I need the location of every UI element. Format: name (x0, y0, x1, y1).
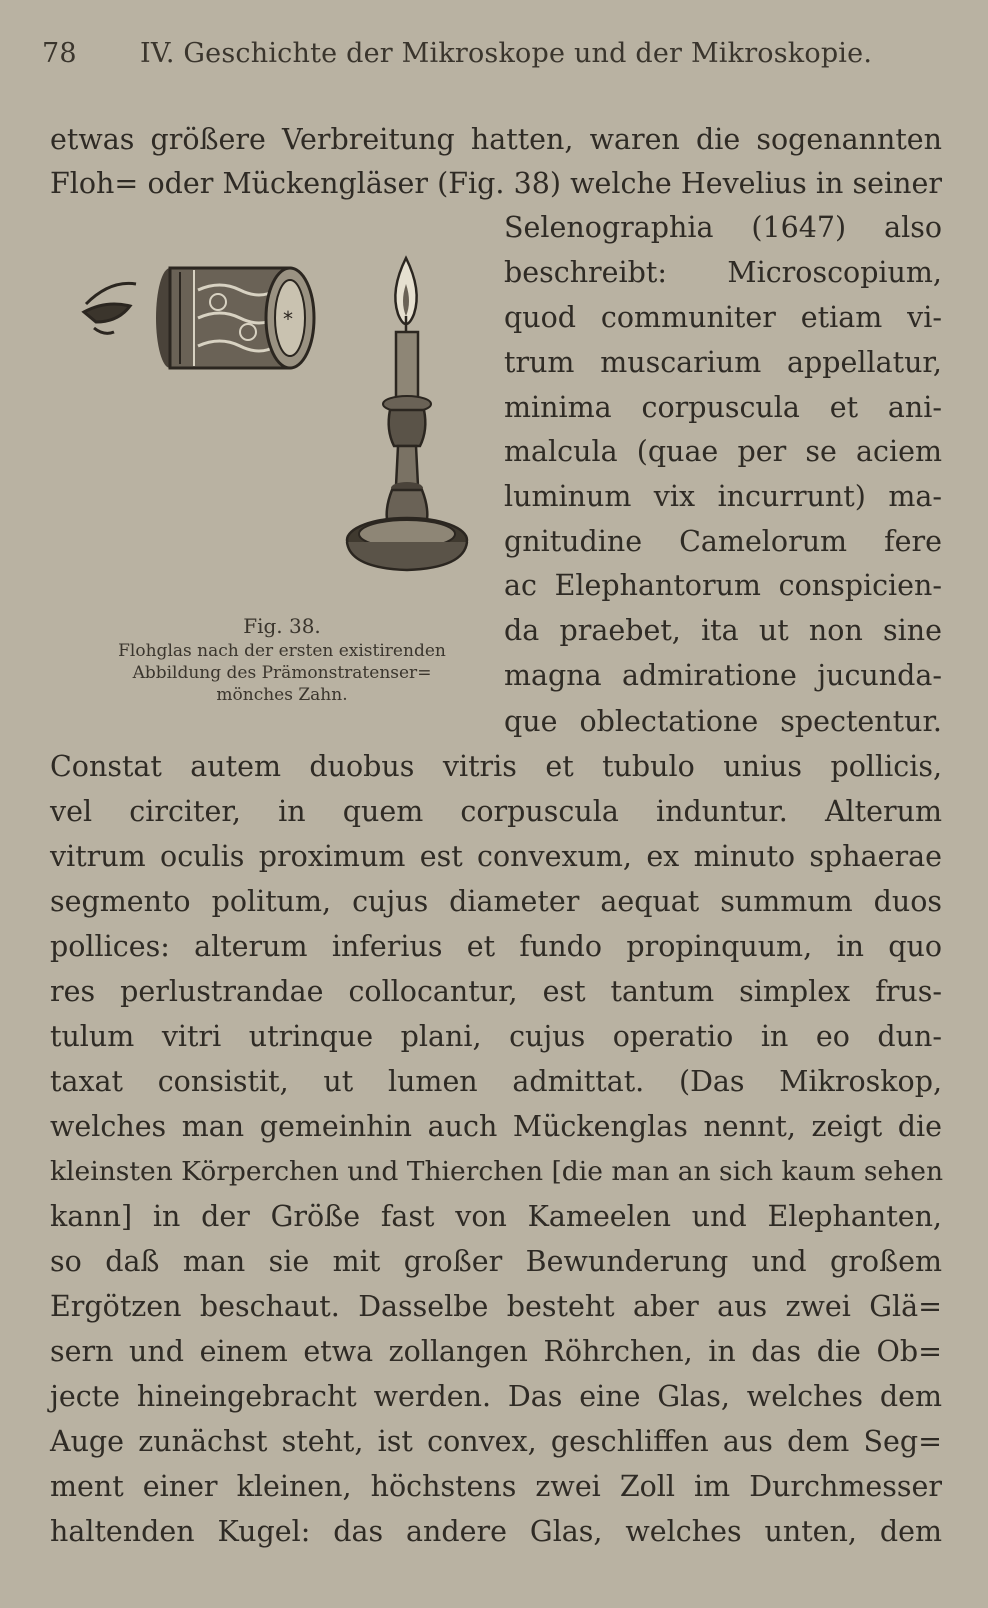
text-line: tulum vitri utrinque plani, cujus operatio in eo dun- (50, 1020, 942, 1053)
text-line: malcula (quae per se aciem (504, 435, 942, 468)
text-line: etwas größere Verbreitung hatten, waren die sogenannten (50, 123, 942, 156)
text-line: Auge zunächst steht, ist convex, geschliffen aus dem Seg= (50, 1425, 942, 1458)
text-line: minima corpuscula et ani- (504, 391, 942, 424)
text-line: welches man gemeinhin auch Mückenglas nennt, zeigt die (50, 1110, 942, 1143)
candle-drawing (347, 258, 467, 570)
text-line: kann] in der Größe fast von Kameelen und Elephanten, (50, 1200, 942, 1233)
text-line: ment einer kleinen, höchstens zwei Zoll im Durchmesser (50, 1470, 942, 1503)
text-line: kleinsten Körperchen und Thierchen [die man an sich kaum sehen (50, 1156, 944, 1187)
text-line: sern und einem etwa zollangen Röhrchen, in das die Ob= (50, 1335, 942, 1368)
flea-glass-illustration (70, 250, 490, 620)
svg-text:*: * (283, 307, 293, 331)
text-line: so daß man sie mit großer Bewunderung und großem (50, 1245, 942, 1278)
caption-line: mönches Zahn. (216, 685, 348, 705)
running-header (42, 38, 942, 69)
text-line: trum muscarium appellatur, (504, 346, 942, 379)
text-line: pollices: alterum inferius et fundo propinquum, in quo (50, 930, 942, 963)
text-line: magna admiratione jucunda- (504, 659, 942, 692)
text-line: quod communiter etiam vi- (504, 301, 942, 334)
text-line: Selenographia (1647) also (504, 211, 942, 244)
text-line: Ergötzen beschaut. Dasselbe besteht aber aus zwei Glä= (50, 1290, 942, 1323)
figure-number: Fig. 38. (243, 614, 321, 638)
text-line: que oblectatione spectentur. (504, 705, 942, 738)
text-line: Constat autem duobus vitris et tubulo unius pollicis, (50, 750, 942, 783)
tube-drawing (156, 268, 314, 368)
flea-glass-drawing (70, 250, 490, 620)
text-line: vitrum oculis proximum est convexum, ex minuto sphaerae (50, 840, 942, 873)
text-line: da praebet, ita ut non sine (504, 614, 942, 647)
text-line: luminum vix incurrunt) ma- (504, 480, 942, 513)
caption-line: Abbildung des Prämonstratenser= (132, 663, 432, 683)
text-line: ac Elephantorum conspicien- (504, 569, 942, 602)
text-line: res perlustrandae collocantur, est tantum simplex frus- (50, 975, 942, 1008)
running-title: IV. Geschichte der Mikroskope und der Mikroskopie. (140, 38, 873, 69)
text-line: taxat consistit, ut lumen admittat. (Das Mikroskop, (50, 1065, 942, 1098)
figure-caption (66, 612, 498, 706)
text-line: haltenden Kugel: das andere Glas, welches unten, dem (50, 1515, 942, 1548)
text-line: Floh= oder Mückengläser (Fig. 38) welche Hevelius in seiner (50, 167, 942, 200)
text-line: beschreibt: Microscopium, (504, 256, 942, 289)
page-number: 78 (42, 38, 77, 69)
caption-line: Flohglas nach der ersten existirenden (118, 641, 446, 661)
eye-drawing (84, 283, 136, 333)
text-line: segmento politum, cujus diameter aequat summum duos (50, 885, 942, 918)
text-line: gnitudine Camelorum fere (504, 525, 942, 558)
text-line: vel circiter, in quem corpuscula induntur. Alterum (50, 795, 942, 828)
text-line: jecte hineingebracht werden. Das eine Glas, welches dem (50, 1380, 942, 1413)
